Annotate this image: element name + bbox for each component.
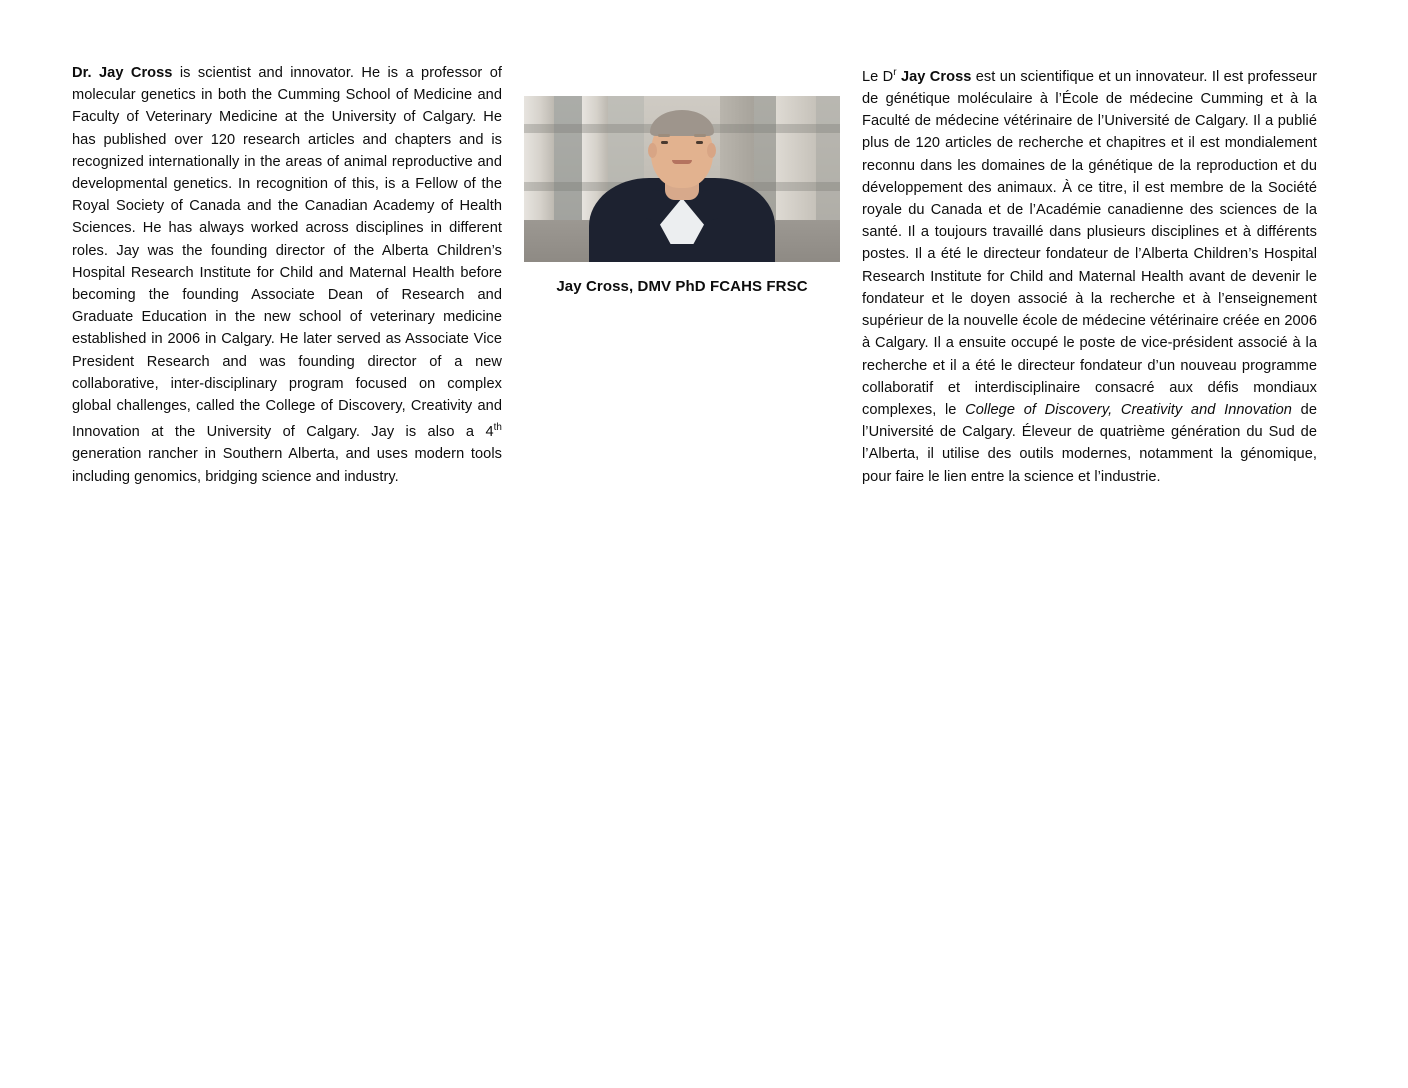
biography-french-italic-title: College of Discovery, Creativity and Innovation [965, 401, 1292, 418]
honorific-superscript: r [893, 67, 897, 78]
biography-french-paragraph [862, 62, 1317, 488]
portrait-block [524, 96, 840, 295]
photo-caption: Jay Cross, DMV PhD FCAHS FRSC [556, 278, 808, 295]
subject-hair [650, 110, 714, 136]
biography-french-lead-prefix: Le D [862, 68, 894, 85]
ordinal-suffix: th [493, 422, 502, 434]
subject-eye-left [661, 141, 668, 144]
subject-mouth [672, 160, 692, 164]
subject-eye-right [696, 141, 703, 144]
biography-french-body-part2: de l’Université de Calgary. Éleveur de quatrième génération du Sud de l’Alberta, il utilise des outils modernes, notamment la génomique, pour faire le lien entre la science et l’industrie. [862, 401, 1317, 485]
portrait-subject [587, 112, 777, 262]
portrait-photo-jay-cross [524, 96, 840, 262]
biography-french-body-part1: est un scientifique et un innovateur. Il est professeur de génétique moléculaire à l’École de médecine Cumming et à la Faculté de médecine vétérinaire de l’Université de Calgary. Il a publié plus de 120 articles de recherche et chapitres et il est mondialement reconnu dans les domaines de la génétique de la reproduction et du développement des animaux. À ce titre, il est membre de la Société royale du Canada et de l’Académie canadienne des sciences de la santé. Il a toujours travaillé dans plusieurs disciplines et à différents postes. Il a été le directeur fondateur de l’Alberta Children’s Hospital Research Institute for Child and Maternal Health avant de devenir le fondateur et le doyen associé à la recherche et à l’enseignement supérieur de la nouvelle école de médecine vétérinaire créée en 2006 à Calgary. Il a ensuite occupé le poste de vice-président associé à la recherche et il a été le directeur fondateur d’un nouveau programme collaboratif et interdisciplinaire consacré aux défis mondiaux complexes, le [862, 68, 1318, 418]
subject-brow-right [694, 134, 706, 137]
subject-brow-left [658, 134, 670, 137]
biography-french-lead-name: Jay Cross [896, 68, 972, 85]
biography-french [862, 62, 1317, 488]
biography-english-body-part2: generation rancher in Southern Alberta, and uses modern tools including genomics, bridging science and industry. [72, 446, 502, 485]
biography-english [72, 62, 502, 488]
subject-ear-left [648, 143, 657, 158]
subject-ear-right [707, 143, 716, 158]
biography-english-lead-name: Dr. Jay Cross [72, 65, 173, 81]
biography-english-body-part1: is scientist and innovator. He is a professor of molecular genetics in both the Cumming School of Medicine and Faculty of Veterinary Medicine at the University of Calgary. He has published over 120 research articles and chapters and is recognized internationally in the areas of animal reproductive and developmental genetics. In recognition of this, is a Fellow of the Royal Society of Canada and the Canadian Academy of Health Sciences. He has always worked across disciplines in different roles. Jay was the founding director of the Alberta Children’s Hospital Research Institute for Child and Maternal Health before becoming the founding Associate Dean of Research and Graduate Education in the new school of veterinary medicine established in 2006 in Calgary. He later served as Associate Vice President Research and was founding director of a new collaborative, inter-disciplinary program focused on complex global challenges, called the College of Discovery, Creativity and Innovation at the University of Calgary. Jay is also a 4 [72, 65, 502, 441]
biography-english-paragraph [72, 62, 502, 488]
